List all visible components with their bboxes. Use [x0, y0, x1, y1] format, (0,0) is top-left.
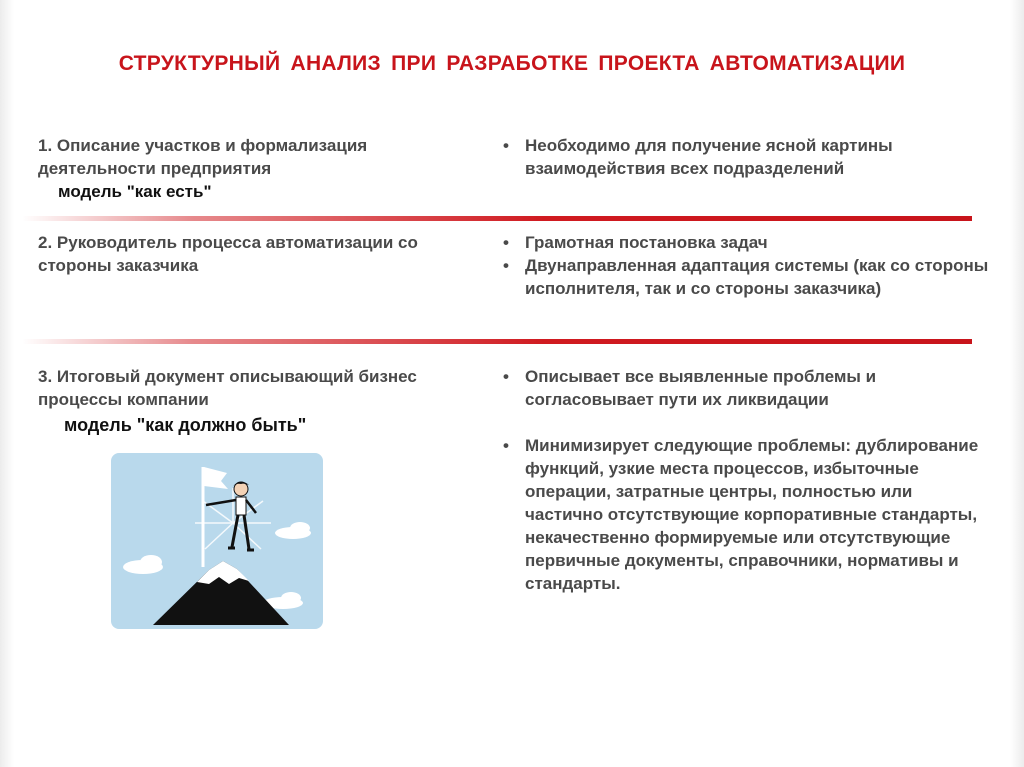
row-1-model: модель "как есть": [58, 182, 212, 201]
slide-right-edge: [1010, 0, 1024, 767]
bullet-dot: •: [503, 436, 509, 455]
row-3-description: 3. Итоговый документ описывающий бизнес процессы компании: [38, 367, 417, 409]
bullet-dot: •: [503, 233, 509, 252]
row-2-bullet-2-text: Двунаправленная адаптация системы (как со стороны исполнителя, так и со стороны заказчика): [525, 256, 989, 298]
row-2-right: [503, 231, 993, 300]
row-1-bullet-1: [503, 134, 993, 180]
divider-2: [22, 339, 972, 344]
mountain-flag-climber-icon: [111, 453, 323, 629]
row-1-left: [38, 134, 478, 203]
slide-title: СТРУКТУРНЫЙ АНАЛИЗ ПРИ РАЗРАБОТКЕ ПРОЕКТА АВТОМАТИЗАЦИИ: [118, 52, 906, 75]
bullet-dot: •: [503, 367, 509, 386]
row-3-bullet-2: [503, 434, 993, 595]
row-3-bullet-1-text: Описывает все выявленные проблемы и согласовывает пути их ликвидации: [525, 367, 877, 409]
row-2-bullet-1: [503, 231, 993, 254]
divider-1: [22, 216, 972, 221]
bullet-dot: •: [503, 256, 509, 275]
row-2-description: 2. Руководитель процесса автоматизации со стороны заказчика: [38, 233, 418, 275]
row-3-bullet-1: [503, 365, 993, 411]
row-2-bullet-1-text: Грамотная постановка задач: [525, 233, 768, 252]
row-3-right: [503, 365, 993, 595]
row-1-bullet-1-text: Необходимо для получение ясной картины взаимодействия всех подразделений: [525, 136, 893, 178]
bullet-dot: •: [503, 136, 509, 155]
slide-left-edge: [0, 0, 14, 767]
row-3-model: модель "как должно быть": [64, 415, 307, 435]
row-3-bullet-2-text: Минимизирует следующие проблемы: дублирование функций, узкие места процессов, избыточные операции, затратные центры, полностью или частично отсутствующие корпоративные стандарты, некачественно формируемые или отсутствующие первичные документы, справочники, нормативы и стандарты.: [525, 436, 979, 593]
row-2-left: [38, 231, 478, 277]
row-2-bullet-2: [503, 254, 993, 300]
row-3-left: [38, 365, 478, 437]
row-1-description: 1. Описание участков и формализация деятельности предприятия: [38, 136, 368, 178]
row-1-right: [503, 134, 993, 180]
